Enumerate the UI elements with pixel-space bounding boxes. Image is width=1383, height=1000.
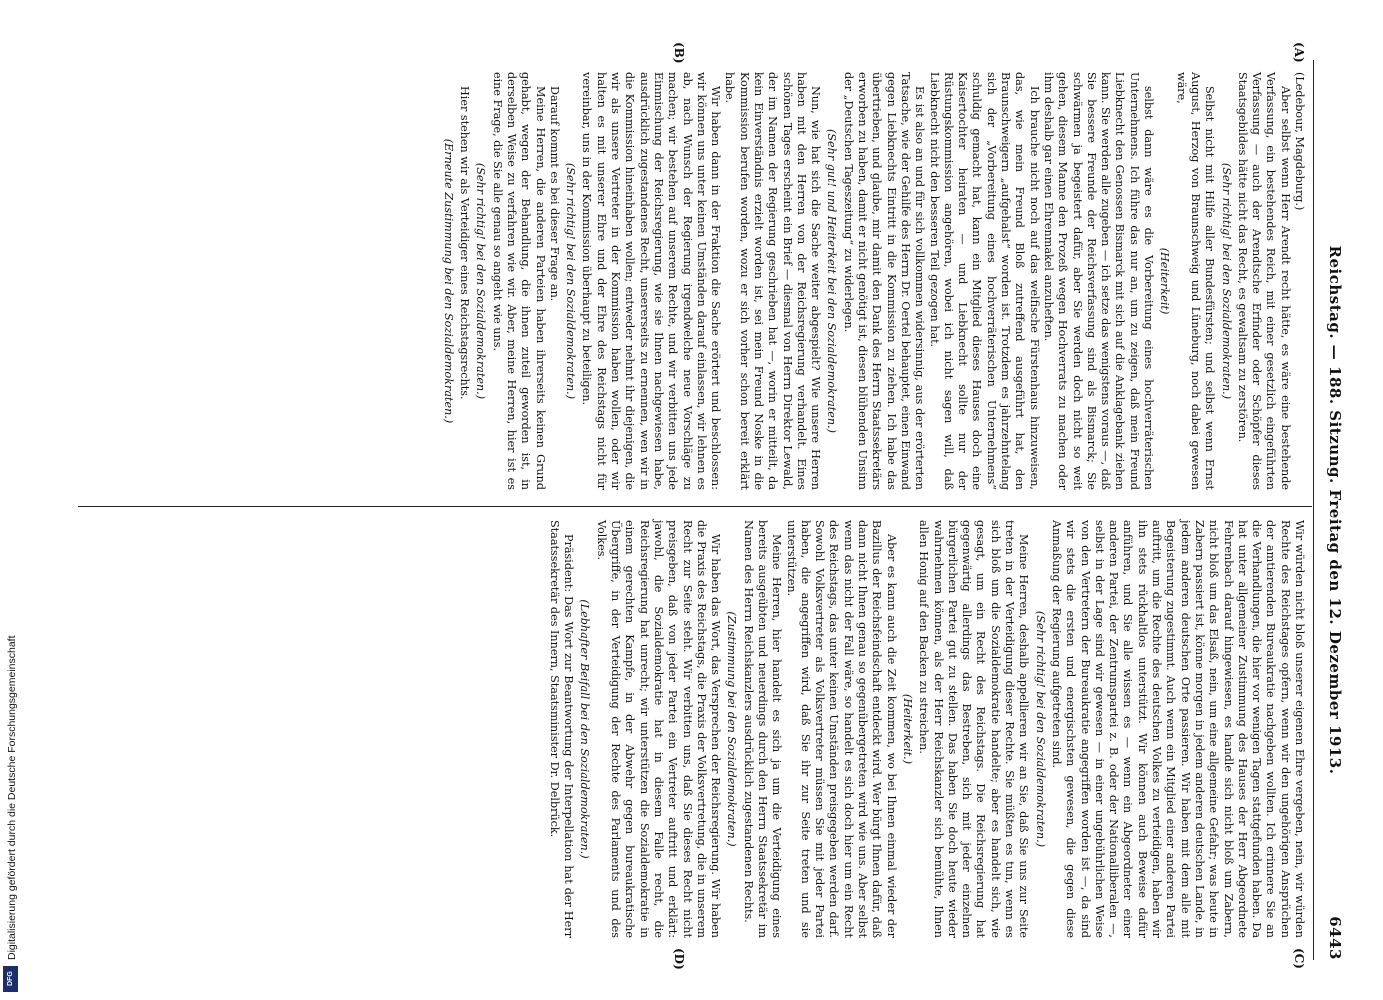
interjection: (Sehr richtig! bei den Sozialdemokraten.)	[1219, 162, 1233, 400]
digitization-credit: Digitalisierung gefördert durch die Deutsche Forschungsgemeinschaft	[6, 635, 18, 960]
paragraph: Selbst nicht mit Hilfe aller Bundesfürsten; und selbst wenn Ernst August, Herzog von Braunschweig und Lüneburg, noch dabei gewesen wäre,	[1174, 72, 1217, 490]
page-title: Reichstag. — 188. Sitzung. Freitag den 12. Dezember 1913.	[1326, 245, 1344, 775]
newspaper-page	[18, 0, 1358, 1000]
margin-marker-a: (A)	[1292, 42, 1306, 63]
interjection: (Sehr richtig! bei den Sozialdemokraten.)	[474, 162, 488, 400]
paragraph: Meine Herren, die anderen Parteien haben ihrerseits keinen Grund gehabt, wegen der Behandlung, die ihnen zuteil geworden ist, in derselben Weise zu verfahren wie wir. Aber, meine Herren, hier ist es eine Frage, die Sie alle genau so angeht wie uns.	[490, 72, 547, 490]
paragraph: Wir haben das Wort, das Versprechen der Reichsregierung. Wir haben die Praxis des Reichstags, die Praxis der Volksvertretung, die in unserem Recht zur Seite steht. Wir verbitten uns, daß Sie dieses Recht nicht preisgeben, daß von jeder Partei ein Vertreter auftritt und erklärt: jawohl, die Sozialdemokratie hat in diesem Falle recht, die Reichsregierung hat unrecht; wir unterstützen die Sozialdemokratie in einem gerechten Kampfe, in der Abwehr gegen bureaukratische Übergriffe, in der Verteidigung der Rechte des Parlaments und des Volkes.	[594, 520, 723, 938]
paragraph: Es ist also an und für sich vollkommen widersinnig, aus der erörterten Tatsache, wie der Gehilfe des Herrn Dr. Oertel behauptet, einen Einwand gegen Liebknechts Eintritt in die Kommission zu ziehen. Ich habe das übertrieben, und glaube, mir damit den Dank des Herrn Staatssekretärs erworben zu haben, damit er nicht genötigt ist, diesen blühenden Unsinn der „Deutschen Tageszeitung“ zu widerlegen.	[841, 72, 927, 490]
interjection: (Zustimmung bei den Sozialdemokraten.)	[725, 611, 739, 847]
paragraph: Meine Herren, deshalb appellieren wir an Sie, daß Sie uns zur Seite treten in der Verteidigung dieser Rechte. Sie müßten es tun, wenn es sich bloß um die Sozialdemokratie handelte; aber es handelt sich, wie gesagt, um ein Recht des Reichstags. Die Reichsregierung hat gegenwärtig allerdings das Bestreben, sich mit jeder einzelnen bürgerlichen Partei gut zu stellen. Das haben Sie doch heute wieder wahrnehmen können, als der Herr Reichskanzler sich bemühte, Ihnen allen Honig auf den Backen zu streichen.	[917, 520, 1031, 938]
paragraph: Wir haben dann in der Fraktion die Sache erörtert und beschlossen: wir können uns unter keinen Umständen darauf einlassen, wir lehnen es ab, nach Wunsch der Regierung irgendwelche neue Vorschläge zu machen; wir bestehen auf unserem Rechte, und wir verbitten uns jede Einmischung der Reichsregierung, wie sie Ihnen nachgewiesen habe, ausdrücklich zugestandenes Recht, unsererseits zu ernennen, wen wir in die Kommission hineinhaben wollen; entweder nehmt ihr diejenigen, die wir als unsere Vertreter in der Kommission haben wollen, oder wir halten es mit unserer Ehre und der Ehre des Reichstags nicht für vereinbar, uns in der Kommission überhaupt zu beteiligen.	[580, 72, 723, 490]
paragraph: (Ledebour, Magdeburg.)	[1293, 72, 1306, 211]
paragraph: selbst dann wäre es die Vorbereitung eines hochverräterischen Unternehmens. Ich führe das nur an, um zu zeigen, daß mein Freund Liebknecht den Genossen Bismarck mit sich auf die Anklagebank ziehen kann. Sie werden alle zugeben — ich setze das wenigstens voraus —, daß Sie bessere Freunde der Reichsverfassung sind als Bismarck; Sie schwärmen ja begeistert dafür, aber Sie werden doch nicht so weit gehen, diesem Manne den Prozeß wegen Hochverrats zu machen oder ihm deshalb gar einen Ehrenmakel anzuheften.	[1041, 72, 1156, 490]
interjection: (Lebhafter Beifall bei den Sozialdemokraten.)	[578, 599, 592, 859]
paragraph: Hier stehen wir als Verteidiger eines Reichstagsrechts.	[458, 86, 472, 400]
paragraph: Nun, wie hat sich die Sache weiter abgespielt? Wie unsere Herren haben mit den Herren von der Reichsregierung verhandelt. Eines schönen Tages erscheint ein Brief — diesmal von Herrn Direktor Lewald, der im Namen der Regierung geschrieben hat —, worin er mitteilt, da kein Einverständnis erzielt worden ist, sei mein Freund Noske in die Kommission berufen worden, wozu er sich vorher schon bereit erklärt habe.	[723, 72, 823, 490]
paragraph: Aber es kann auch die Zeit kommen, wo bei Ihnen einmal wieder der Bazillus der Reichsfeindschaft entdeckt wird. Wer bürgt Ihnen dafür, daß dann nicht Ihnen genau so gegenübergetreten wird wie uns. Aber selbst wenn das nicht der Fall wäre, so handelt es sich doch hier um ein Recht des Reichstags, das unter keinen Umständen preisgegeben werden darf. Sowohl Volksvertreter als Volksvertreter müssen Sie mit jeder Partei haben, die angegriffen wird, daß Sie ihr zur Seite treten und sie unterstützen.	[784, 520, 898, 938]
page-header	[1318, 60, 1344, 960]
page-number: 6443	[1326, 916, 1344, 960]
paragraph: Präsident: Das Wort zur Beantwortung der Interpellation hat der Herr Staatssekretär des Innern, Staatsminister Dr. Delbrück.	[547, 520, 576, 938]
column-divider	[78, 506, 1312, 507]
interjection: (Sehr richtig! bei den Sozialdemokraten.)	[564, 162, 578, 400]
interjection: (Erneute Zustimmung bei den Sozialdemokraten.)	[441, 138, 455, 424]
left-column	[438, 72, 1306, 490]
interjection: (Sehr richtig! bei den Sozialdemokraten.)	[1033, 610, 1047, 848]
margin-marker-b: (B)	[672, 42, 686, 64]
interjection: (Sehr gut! und Heiterkeit bei den Sozialdemokraten.)	[825, 129, 839, 433]
dfg-logo: DFG	[3, 966, 18, 992]
right-column	[547, 520, 1306, 938]
paragraph: Aber selbst wenn Herr Arendt recht hätte, es wäre eine bestehende Verfassung, ein bestehendes Reich, mit einer gesetzlich eingeführten Verfassung — auch der Arendtsche Erfinder oder Schöpfer dieses Staatsgebildes hätte nicht das Recht, es gewaltsam zu zerstören.	[1235, 72, 1292, 490]
interjection: (Heiterkeit)	[1158, 247, 1172, 315]
paragraph: Wir würden nicht bloß unserer eigenen Ehre vergeben, nein, wir würden Rechte des Reichstages opfern, wenn wir den ungehörigen Ansprüchen der amtierenden Bureaukratie nachgeben wollten. Ich erinnere Sie an die Verhandlungen, die hier vor wenigen Tagen stattgefunden haben. Da hat unter allgemeiner Zustimmung des Hauses der Herr Abgeordnete Fehrenbach darauf hingewiesen, es handle sich nicht bloß um Zabern, nicht bloß um das Elsaß, nein, um eine allgemeine Gefahr; was heute in Zabern passiert ist, könne morgen in jedem anderen deutschen Lande, in jedem anderen deutschen Orte passieren. Wir haben mit dem alle mit Begeisterung zugestimmt. Auch wenn ein Mitglied einer anderen Partei auftritt, um die Rechte des deutschen Volkes zu verteidigen, haben wir ihn stets rückhaltlos unterstützt. Wir können auch Beweise dafür anführen, und Sie alle wissen es — wenn ein Abgeordneter einer anderen Partei, der Zentrumspartei z. B. oder der Nationalliberalen —, selbst in der Lage sind wir gewesen — in einer ungebührlichen Weise von den Vertretern der Bureaukratie angegriffen worden ist —, da sind wir stets die ersten und energischsten gewesen, die gegen diese Anmaßung der Regierung aufgetreten sind.	[1049, 520, 1306, 938]
margin-marker-c: (C)	[1292, 948, 1306, 969]
header-rule	[1313, 60, 1314, 960]
paragraph: Ich brauche nicht noch auf das welfische Fürstenhaus hinzuweisen, das, wie mein Freund Bloß zutreffend ausgeführt hat, den Braunschweigern „aufgehalst“ worden ist. Trotzdem es jahrzehntelang sich der „Vorbereitung eines hochverräterischen Unternehmens“ schuldig gemacht hat, kann ein Mitglied dieses Hauses doch eine Kaisertochter heiraten — und Liebknecht sollte nur der Rüstungskommission angehören, wobei ich nicht sagen will, daß Liebknecht nicht den besseren Teil gezogen hat.	[927, 72, 1041, 490]
interjection: (Heiterkeit.)	[900, 693, 914, 765]
paragraph: Meine Herren, hier handelt es sich ja um die Verteidigung eines bereits ausgeübten und neuerdings durch den Herrn Staatssekretär im Namen des Herrn Reichskanzlers ausdrücklich zugestandenen Rechts.	[741, 520, 784, 938]
paragraph: Darauf kommt es bei dieser Frage an.	[547, 86, 561, 302]
margin-marker-d: (D)	[672, 948, 686, 970]
